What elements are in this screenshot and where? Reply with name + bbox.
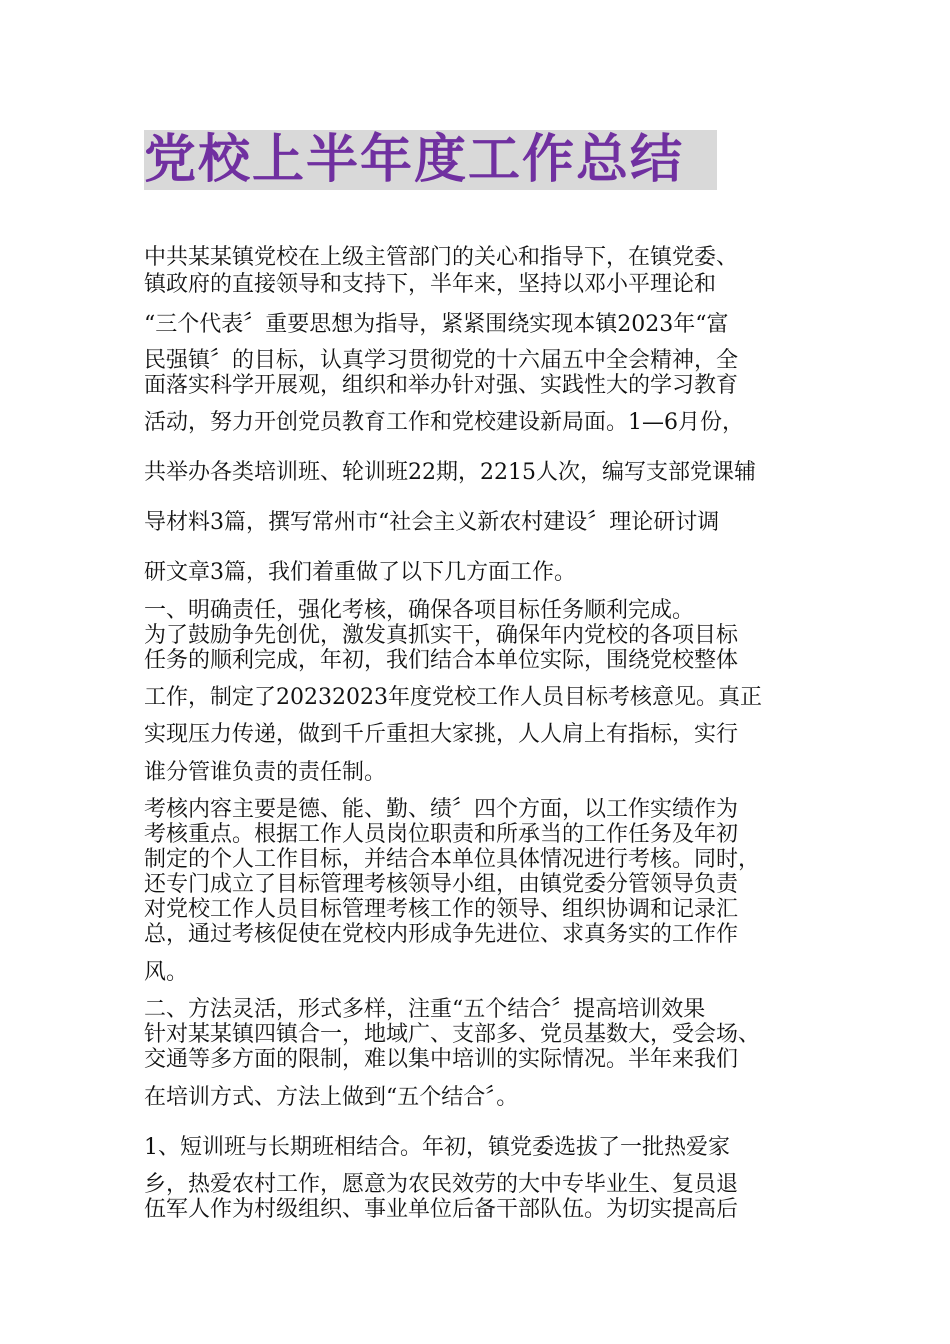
body-line: 活动，努力开创党员教育工作和党校建设新局面。1—6月份， bbox=[144, 410, 744, 435]
body-line: 任务的顺利完成，年初，我们结合本单位实际，围绕党校整体 bbox=[144, 648, 739, 673]
body-line: 实现压力传递，做到千斤重担大家挑，人人肩上有指标，实行 bbox=[144, 722, 739, 747]
body-line: 交通等多方面的限制，难以集中培训的实际情况。半年来我们 bbox=[144, 1047, 739, 1072]
body-line: 研文章3篇，我们着重做了以下几方面工作。 bbox=[144, 560, 576, 585]
body-line: 对党校工作人员目标管理考核工作的领导、组织协调和记录汇 bbox=[144, 897, 739, 922]
body-line: 考核内容主要是德、能、勤、绩〞四个方面，以工作实绩作为 bbox=[144, 797, 739, 822]
body-line: 为了鼓励争先创优，激发真抓实干，确保年内党校的各项目标 bbox=[144, 623, 739, 648]
document-title: 党校上半年度工作总结 bbox=[144, 130, 717, 190]
body-line: 中共某某镇党校在上级主管部门的关心和指导下，在镇党委、 bbox=[144, 245, 739, 270]
body-line: 共举办各类培训班、轮训班22期，2215人次，编写支部党课辅 bbox=[144, 460, 756, 485]
body-line: 1、短训班与长期班相结合。年初，镇党委选拔了一批热爱家 bbox=[144, 1135, 730, 1160]
body-line: 风。 bbox=[144, 960, 189, 985]
body-line: 工作，制定了20232023年度党校工作人员目标考核意见。真正 bbox=[144, 685, 762, 710]
body-line: 针对某某镇四镇合一，地域广、支部多、党员基数大，受会场、 bbox=[144, 1022, 761, 1047]
body-line: 总，通过考核促使在党校内形成争先进位、求真务实的工作作 bbox=[144, 922, 739, 947]
body-line: 伍军人作为村级组织、事业单位后备干部队伍。为切实提高后 bbox=[144, 1197, 739, 1222]
body-line: 在培训方式、方法上做到“五个结合〞。 bbox=[144, 1085, 519, 1110]
body-line: “三个代表〞重要思想为指导，紧紧围绕实现本镇2023年“富 bbox=[144, 312, 729, 337]
body-line: 还专门成立了目标管理考核领导小组，由镇党委分管领导负责 bbox=[144, 872, 739, 897]
body-line: 谁分管谁负责的责任制。 bbox=[144, 760, 387, 785]
body-line: 二、方法灵活，形式多样，注重“五个结合〞提高培训效果 bbox=[144, 997, 706, 1022]
body-line: 镇政府的直接领导和支持下，半年来，坚持以邓小平理论和 bbox=[144, 272, 717, 297]
body-line: 一、明确责任，强化考核，确保各项目标任务顺利完成。 bbox=[144, 598, 695, 623]
body-line: 面落实科学开展观，组织和举办针对强、实践性大的学习教育 bbox=[144, 373, 739, 398]
body-line: 民强镇〞的目标，认真学习贯彻党的十六届五中全会精神，全 bbox=[144, 348, 739, 373]
body-line: 考核重点。根据工作人员岗位职责和所承当的工作任务及年初 bbox=[144, 822, 739, 847]
body-line: 乡，热爱农村工作，愿意为农民效劳的大中专毕业生、复员退 bbox=[144, 1172, 739, 1197]
body-line: 制定的个人工作目标，并结合本单位具体情况进行考核。同时， bbox=[144, 847, 761, 872]
body-line: 导材料3篇，撰写常州市“社会主义新农村建设〞理论研讨调 bbox=[144, 510, 720, 535]
